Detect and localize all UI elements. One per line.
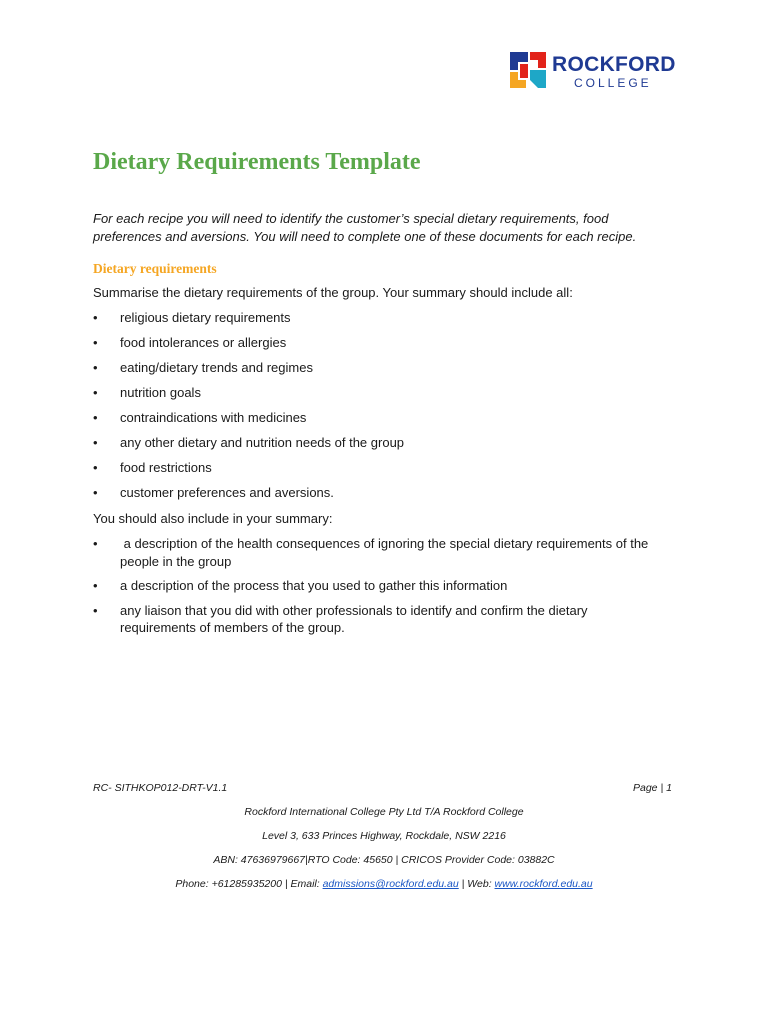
bullet-icon: • [93,460,98,475]
document-code: RC- SITHKOP012-DRT-V1.1 [93,782,228,794]
footer-address: Level 3, 633 Princes Highway, Rockdale, NSW 2216 [262,830,506,842]
bullet-icon: • [93,310,98,325]
list-item: • food intolerances or allergies [93,335,287,350]
email-link[interactable]: admissions@rockford.edu.au [322,878,459,890]
list-item: • any liaison that you did with other professionals to identify and confirm the dietary requirements of members of the group. [93,602,588,635]
list-item: • food restrictions [93,460,212,475]
website-link[interactable]: www.rockford.edu.au [494,878,593,890]
bullet-icon: • [93,578,98,593]
list-item: • customer preferences and aversions. [93,485,334,500]
list-item: • religious dietary requirements [93,310,291,325]
also-include-intro: You should also include in your summary: [93,511,333,526]
web-label: | Web: [458,878,495,890]
also-include-list [93,535,653,637]
phone-text: Phone: +61285935200 | Email: [175,878,323,890]
rockford-college-logo [510,52,675,92]
logo-name: ROCKFORD [552,53,676,76]
bullet-icon: • [93,335,98,350]
list-item: • nutrition goals [93,385,201,400]
bullet-icon: • [93,410,98,425]
bullet-icon: • [93,435,98,450]
footer-contact [0,878,768,890]
footer-registration: ABN: 47636979667|RTO Code: 45650 | CRICOS Provider Code: 03882C [213,854,555,866]
list-item: • a description of the process that you used to gather this information [93,578,508,593]
list-item: • any other dietary and nutrition needs of the group [93,435,405,450]
summary-intro: Summarise the dietary requirements of the group. Your summary should include all: [93,285,573,300]
bullet-icon: • [93,360,98,375]
bullet-icon: • [93,385,98,400]
logo-subtitle: COLLEGE [574,76,652,90]
page-number: Page | 1 [633,782,672,794]
bullet-icon: • [93,485,98,500]
intro-paragraph: For each recipe you will need to identify the customer’s special dietary requirements, food preferences and aversions. You will need to complete one of these documents for each recipe. [93,211,637,244]
list-item: • eating/dietary trends and regimes [93,360,313,375]
list-item: • contraindications with medicines [93,410,307,425]
page-title: Dietary Requirements Template [93,149,421,175]
bullet-icon: • [93,536,98,551]
section-heading: Dietary requirements [93,261,217,276]
rockford-logo-icon [510,52,546,88]
bullet-icon: • [93,602,98,618]
footer-company: Rockford International College Pty Ltd T/A Rockford College [244,806,524,818]
requirements-list [93,309,673,502]
list-item: • a description of the health consequences of ignoring the special dietary requirements of the people in the group [93,536,652,569]
